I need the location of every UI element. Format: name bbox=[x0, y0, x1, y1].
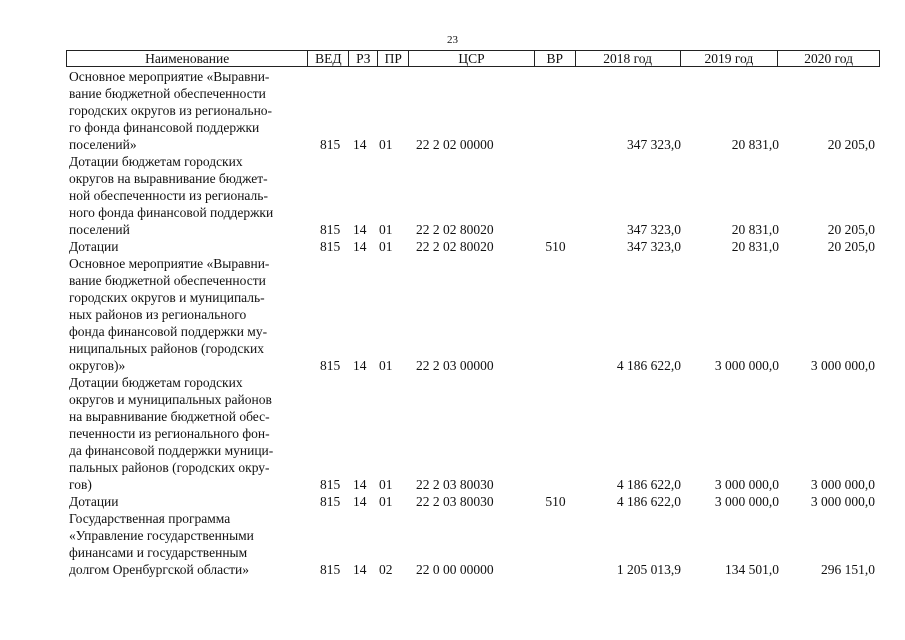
row-name-line: гов) bbox=[69, 477, 92, 492]
row-name-line: Дотации бюджетам городских bbox=[69, 154, 243, 169]
row-value-2018: 347 323,0 bbox=[627, 239, 681, 254]
header-name: Наименование bbox=[67, 51, 308, 66]
row-name bbox=[66, 255, 308, 374]
row-csr: 22 2 03 00000 bbox=[416, 358, 494, 373]
row-name-line: ной обеспеченности из региональ- bbox=[69, 188, 268, 203]
row-ved: 815 bbox=[320, 137, 341, 152]
row-value-2019: 3 000 000,0 bbox=[714, 358, 779, 373]
row-pr: 01 bbox=[379, 239, 393, 254]
row-name-line: ных районов из регионального bbox=[69, 307, 247, 322]
row-pr: 01 bbox=[379, 477, 393, 492]
row-name-line: вание бюджетной обеспеченности bbox=[69, 273, 266, 288]
row-name-line: «Управление государственными bbox=[69, 528, 254, 543]
table-row bbox=[66, 510, 880, 578]
budget-table bbox=[66, 50, 880, 578]
row-value-2020: 3 000 000,0 bbox=[810, 477, 875, 492]
row-pr: 01 bbox=[379, 137, 393, 152]
row-value-2018: 4 186 622,0 bbox=[616, 494, 681, 509]
row-pr: 01 bbox=[379, 494, 393, 509]
row-name-line: пальных районов (городских окру- bbox=[69, 460, 270, 475]
row-csr: 22 2 02 80020 bbox=[416, 222, 494, 237]
table-header bbox=[66, 50, 880, 67]
row-value-2020: 296 151,0 bbox=[821, 562, 875, 577]
row-value-2019: 3 000 000,0 bbox=[714, 494, 779, 509]
row-name-line: фонда финансовой поддержки му- bbox=[69, 324, 268, 339]
row-name-line: городских округов из регионально- bbox=[69, 103, 273, 118]
row-name bbox=[66, 374, 308, 493]
row-rz: 14 bbox=[353, 239, 367, 254]
row-name-line: Дотации bbox=[69, 494, 119, 509]
row-name-line: ниципальных районов (городских bbox=[69, 341, 264, 356]
row-name-line: вание бюджетной обеспеченности bbox=[69, 86, 266, 101]
row-name-line: долгом Оренбургской области» bbox=[69, 562, 249, 577]
table-row bbox=[66, 68, 880, 153]
row-name-line: поселений bbox=[69, 222, 130, 237]
row-value-2020: 20 205,0 bbox=[827, 239, 875, 254]
row-rz: 14 bbox=[353, 494, 367, 509]
row-rz: 14 bbox=[353, 137, 367, 152]
row-value-2018: 4 186 622,0 bbox=[616, 358, 681, 373]
row-name-line: Дотации бюджетам городских bbox=[69, 375, 243, 390]
row-ved: 815 bbox=[320, 494, 341, 509]
row-value-2018: 4 186 622,0 bbox=[616, 477, 681, 492]
row-ved: 815 bbox=[320, 222, 341, 237]
row-name bbox=[66, 153, 308, 238]
row-csr: 22 0 00 00000 bbox=[416, 562, 494, 577]
row-name bbox=[66, 493, 308, 510]
row-name-line: Основное мероприятие «Выравни- bbox=[69, 69, 270, 84]
row-name-line: да финансовой поддержки муници- bbox=[69, 443, 274, 458]
row-csr: 22 2 02 80020 bbox=[416, 239, 494, 254]
table-row bbox=[66, 255, 880, 374]
table-row bbox=[66, 374, 880, 493]
row-name bbox=[66, 68, 308, 153]
row-name-line: Основное мероприятие «Выравни- bbox=[69, 256, 270, 271]
row-vr: 510 bbox=[545, 239, 566, 254]
row-value-2019: 20 831,0 bbox=[731, 222, 779, 237]
row-rz: 14 bbox=[353, 562, 367, 577]
row-value-2018: 347 323,0 bbox=[627, 137, 681, 152]
row-rz: 14 bbox=[353, 222, 367, 237]
table-row bbox=[66, 493, 880, 510]
row-value-2019: 20 831,0 bbox=[731, 239, 779, 254]
row-name-line: городских округов и муниципаль- bbox=[69, 290, 265, 305]
row-name-line: на выравнивание бюджетной обес- bbox=[69, 409, 270, 424]
row-value-2020: 3 000 000,0 bbox=[810, 494, 875, 509]
row-name-line: ного фонда финансовой поддержки bbox=[69, 205, 274, 220]
row-name-line: го фонда финансовой поддержки bbox=[69, 120, 260, 135]
row-vr: 510 bbox=[545, 494, 566, 509]
row-name-line: округов)» bbox=[69, 358, 126, 373]
header-2018: 2018 год bbox=[576, 51, 681, 66]
row-csr: 22 2 03 80030 bbox=[416, 494, 494, 509]
table-row bbox=[66, 238, 880, 255]
row-value-2020: 20 205,0 bbox=[827, 137, 875, 152]
table-row bbox=[66, 153, 880, 238]
row-ved: 815 bbox=[320, 477, 341, 492]
row-value-2020: 20 205,0 bbox=[827, 222, 875, 237]
header-ved: ВЕД bbox=[308, 51, 349, 66]
row-pr: 01 bbox=[379, 222, 393, 237]
table-body bbox=[66, 68, 880, 578]
header-csr: ЦСР bbox=[409, 51, 535, 66]
row-value-2018: 347 323,0 bbox=[627, 222, 681, 237]
row-pr: 01 bbox=[379, 358, 393, 373]
row-name-line: поселений» bbox=[69, 137, 137, 152]
header-2020: 2020 год bbox=[804, 51, 854, 66]
row-name-line: Государственная программа bbox=[69, 511, 231, 526]
row-value-2019: 20 831,0 bbox=[731, 137, 779, 152]
row-name-line: печенности из регионального фон- bbox=[69, 426, 270, 441]
page-number: 23 bbox=[447, 34, 458, 46]
row-csr: 22 2 02 00000 bbox=[416, 137, 494, 152]
row-name bbox=[66, 238, 308, 255]
header-pr: ПР bbox=[378, 51, 409, 66]
row-rz: 14 bbox=[353, 358, 367, 373]
row-name-line: финансами и государственным bbox=[69, 545, 248, 560]
row-name bbox=[66, 510, 308, 578]
row-name-line: Дотации bbox=[69, 239, 119, 254]
row-csr: 22 2 03 80030 bbox=[416, 477, 494, 492]
row-ved: 815 bbox=[320, 358, 341, 373]
row-value-2020: 3 000 000,0 bbox=[810, 358, 875, 373]
header-rz: РЗ bbox=[349, 51, 378, 66]
row-ved: 815 bbox=[320, 562, 341, 577]
row-rz: 14 bbox=[353, 477, 367, 492]
row-value-2019: 134 501,0 bbox=[725, 562, 779, 577]
row-value-2019: 3 000 000,0 bbox=[714, 477, 779, 492]
row-name-line: округов и муниципальных районов bbox=[69, 392, 272, 407]
header-vr: ВР bbox=[535, 51, 576, 66]
row-value-2018: 1 205 013,9 bbox=[616, 562, 681, 577]
header-2019: 2019 год bbox=[681, 51, 779, 66]
row-ved: 815 bbox=[320, 239, 341, 254]
row-pr: 02 bbox=[379, 562, 393, 577]
row-name-line: округов на выравнивание бюджет- bbox=[69, 171, 268, 186]
